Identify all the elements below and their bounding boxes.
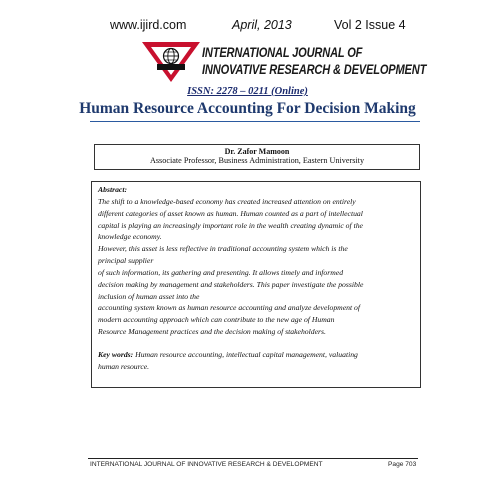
abstract-box <box>91 181 421 388</box>
abstract-heading: Abstract: <box>98 185 128 194</box>
abstract-line: inclusion of human asset into the <box>98 291 200 301</box>
journal-logo <box>140 40 427 88</box>
abstract-line: different categories of asset known as human. Human counted as a part of intellectual <box>98 208 363 218</box>
title-rule <box>90 121 420 122</box>
keywords-text: Human resource accounting, intellectual capital management, valuating <box>133 349 358 359</box>
abstract-line: principal supplier <box>98 256 154 266</box>
journal-website: www.ijird.com <box>110 18 187 32</box>
paper-title: Human Resource Accounting For Decision Making <box>79 100 416 117</box>
abstract-line: However, this asset is less reflective in traditional accounting system which is the <box>98 244 348 254</box>
abstract-line: accounting system known as human resource accounting and analyze development of <box>98 303 361 313</box>
issue-date: April, 2013 <box>232 18 292 32</box>
author-name: Dr. Zafor Mamoon <box>224 147 290 156</box>
abstract-line: of such information, its gathering and presenting. It allows timely and informed <box>98 267 344 277</box>
keywords <box>98 349 414 361</box>
footer-rule <box>88 458 418 459</box>
journal-emblem-icon <box>140 40 202 84</box>
abstract-line: knowledge economy. <box>98 232 162 242</box>
abstract-line: capital is playing an increasingly important role in the wealth creating dynamic of the <box>98 220 363 230</box>
author-affiliation: Associate Professor, Business Administration, Eastern University <box>149 156 365 165</box>
abstract-line: Resource Management practices and the decision making of stakeholders. <box>98 327 326 337</box>
running-header <box>0 12 495 32</box>
abstract-line: modern accounting approach which can contribute to the new age of Human <box>98 315 335 325</box>
issn: ISSN: 2278 – 0211 (Online) <box>187 86 308 97</box>
abstract-line: decision making by management and stakeholders. This paper investigate the possible <box>98 279 364 289</box>
keywords-label: Key words: <box>98 349 134 359</box>
journal-name-line2: INNOVATIVE RESEARCH & DEVELOPMENT <box>202 62 427 77</box>
author-box <box>94 144 420 170</box>
abstract-line: The shift to a knowledge-based economy has created increased attention on entirely <box>98 196 356 206</box>
journal-name-line1: INTERNATIONAL JOURNAL OF <box>202 45 363 60</box>
footer-journal-name: INTERNATIONAL JOURNAL OF INNOVATIVE RESEARCH & DEVELOPMENT <box>90 461 323 468</box>
keywords-continued: human resource. <box>98 361 150 371</box>
journal-name <box>202 44 426 78</box>
page-number: Page 703 <box>388 461 417 468</box>
volume-issue: Vol 2 Issue 4 <box>334 18 406 32</box>
